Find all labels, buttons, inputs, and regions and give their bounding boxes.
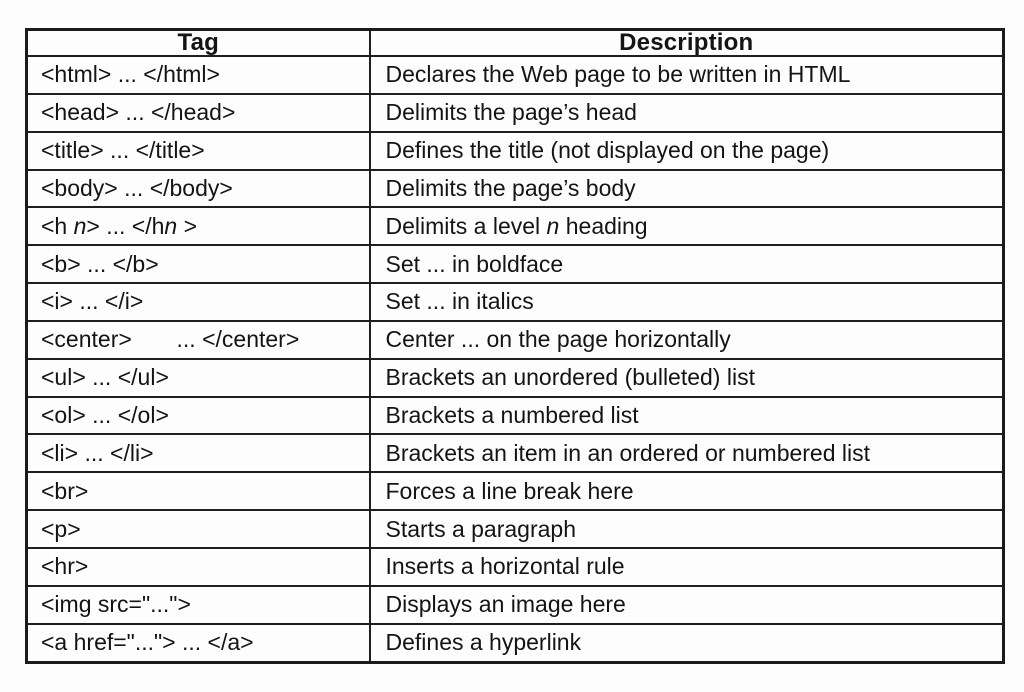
table-row — [27, 207, 1004, 245]
tag-cell: <h n> ... </hn > — [27, 207, 370, 245]
description-cell: Center ... on the page horizontally — [370, 321, 1004, 359]
tag-cell: <title> ... </title> — [27, 132, 370, 170]
tag-cell: <br> — [27, 472, 370, 510]
tag-cell: <body> ... </body> — [27, 170, 370, 208]
table-row — [27, 321, 1004, 359]
table-row — [27, 170, 1004, 208]
tag-cell: <b> ... </b> — [27, 245, 370, 283]
table-row — [27, 245, 1004, 283]
description-cell: Set ... in italics — [370, 283, 1004, 321]
description-cell: Delimits the page’s head — [370, 94, 1004, 132]
description-cell: Defines a hyperlink — [370, 624, 1004, 663]
description-cell: Brackets an unordered (bulleted) list — [370, 359, 1004, 397]
tag-cell: <center> ... </center> — [27, 321, 370, 359]
tag-cell: <li> ... </li> — [27, 434, 370, 472]
description-cell: Delimits a level n heading — [370, 207, 1004, 245]
table-row — [27, 283, 1004, 321]
table-row — [27, 397, 1004, 435]
header-row — [27, 30, 1004, 57]
table-row — [27, 94, 1004, 132]
table-row — [27, 56, 1004, 94]
description-cell: Inserts a horizontal rule — [370, 548, 1004, 586]
column-header-description: Description — [370, 30, 1004, 57]
table-row — [27, 586, 1004, 624]
tag-cell: <hr> — [27, 548, 370, 586]
description-cell: Starts a paragraph — [370, 510, 1004, 548]
description-cell: Brackets an item in an ordered or numbered list — [370, 434, 1004, 472]
table-row — [27, 548, 1004, 586]
table-row — [27, 510, 1004, 548]
table-row — [27, 624, 1004, 663]
table-row — [27, 472, 1004, 510]
tag-cell: <p> — [27, 510, 370, 548]
description-cell: Forces a line break here — [370, 472, 1004, 510]
table-row — [27, 434, 1004, 472]
description-cell: Delimits the page’s body — [370, 170, 1004, 208]
table-row — [27, 132, 1004, 170]
description-cell: Brackets a numbered list — [370, 397, 1004, 435]
html-tags-reference-table — [25, 28, 1005, 664]
description-cell: Defines the title (not displayed on the page) — [370, 132, 1004, 170]
tag-cell: <head> ... </head> — [27, 94, 370, 132]
tag-cell: <img src="..."> — [27, 586, 370, 624]
column-header-tag: Tag — [27, 30, 370, 57]
tag-cell: <ul> ... </ul> — [27, 359, 370, 397]
tag-cell: <ol> ... </ol> — [27, 397, 370, 435]
description-cell: Set ... in boldface — [370, 245, 1004, 283]
tag-cell: <i> ... </i> — [27, 283, 370, 321]
tag-cell: <html> ... </html> — [27, 56, 370, 94]
description-cell: Declares the Web page to be written in HTML — [370, 56, 1004, 94]
description-cell: Displays an image here — [370, 586, 1004, 624]
tag-cell: <a href="..."> ... </a> — [27, 624, 370, 663]
table-row — [27, 359, 1004, 397]
